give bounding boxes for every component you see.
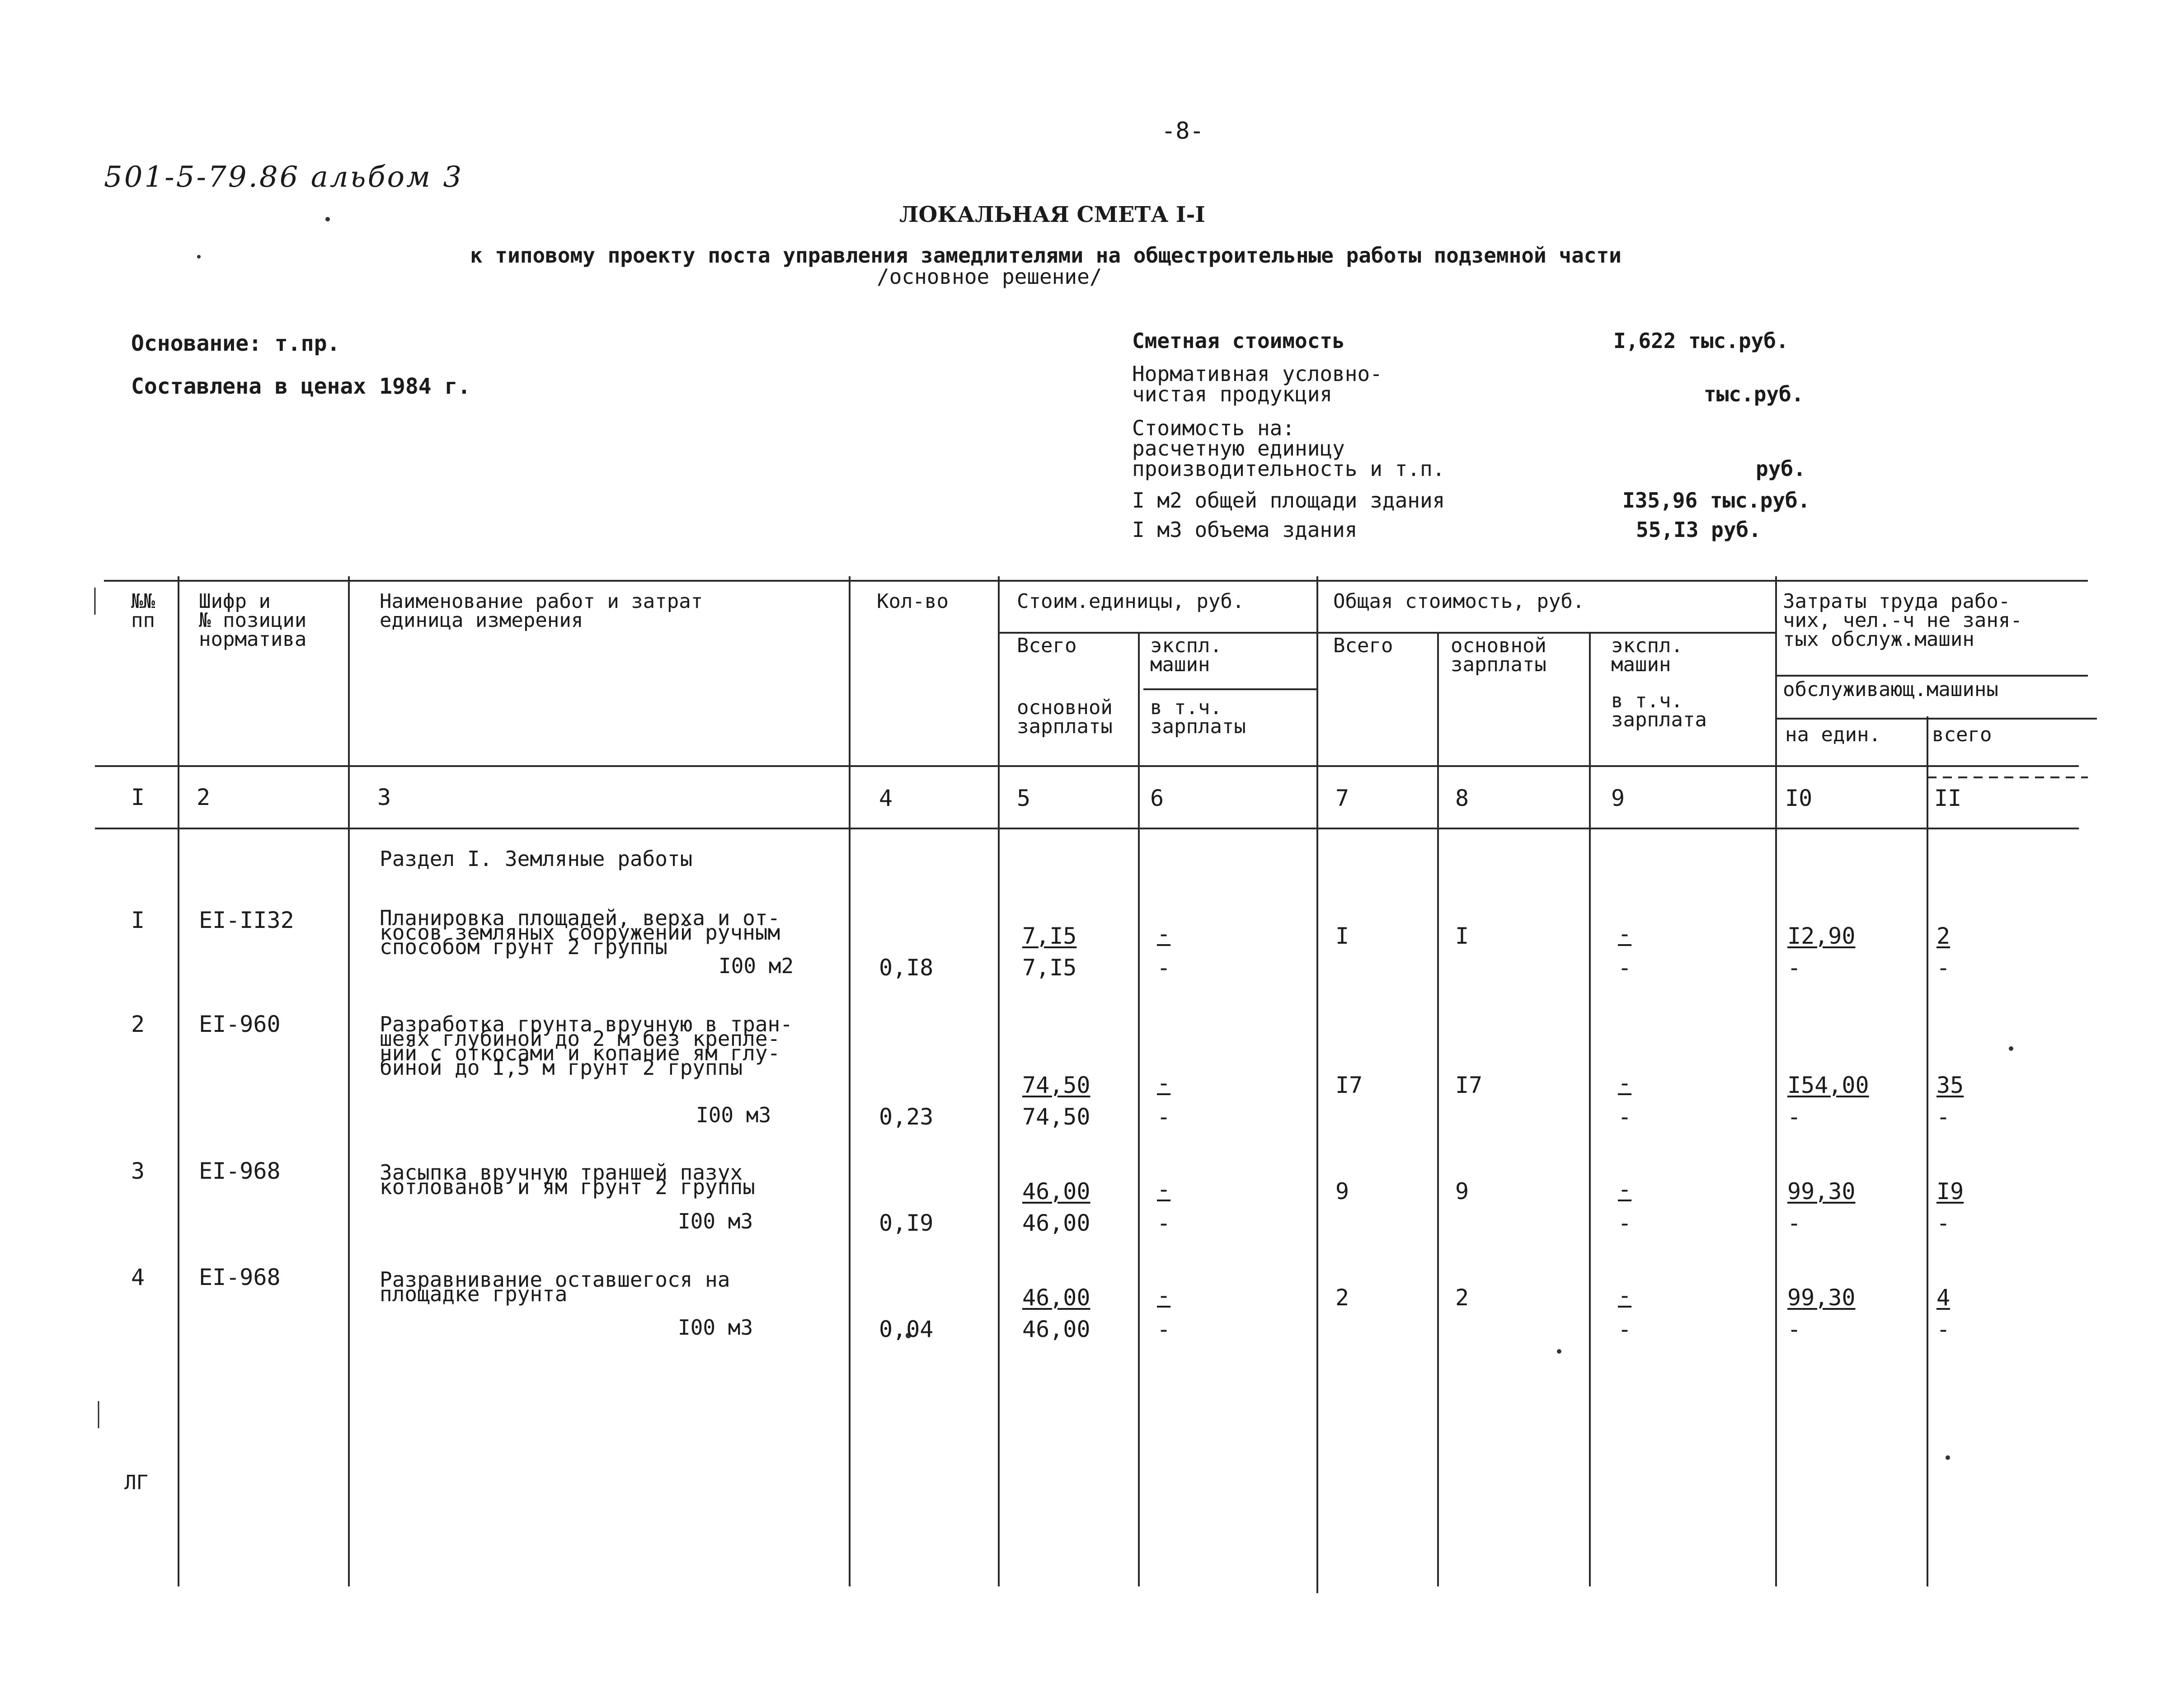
- row-labor-unit: I2,90: [1787, 923, 1856, 949]
- row-unit-cost-wage: 46,00: [1022, 1210, 1090, 1236]
- row-labor-total-serv: -: [1936, 1104, 1950, 1130]
- col-number: 5: [1017, 785, 1031, 811]
- header-unit-machines: экспл. машин: [1150, 634, 1222, 676]
- row-total-wage: 2: [1455, 1285, 1469, 1311]
- row-unit: I00 м3: [696, 1103, 771, 1127]
- row-labor-unit: I54,00: [1787, 1072, 1869, 1098]
- row-code: EI-960: [199, 1011, 281, 1037]
- row-total-wage: 9: [1455, 1178, 1469, 1205]
- row-unit-cost-total: 74,50: [1022, 1072, 1090, 1098]
- row-unit: I00 м3: [678, 1315, 753, 1340]
- row-quantity: 0,04: [879, 1316, 934, 1342]
- m2-value: I35,96 тыс.руб.: [1622, 488, 1810, 513]
- prices-year-text: Составлена в ценах 1984 г.: [131, 374, 471, 399]
- header-work-name: Наименование работ и затрат единица измерения: [380, 590, 703, 632]
- row-labor-total-serv: -: [1936, 955, 1950, 981]
- row-number: I: [131, 907, 145, 933]
- cost-label-1: Стоимость на:: [1132, 416, 1295, 440]
- row-labor-total: 2: [1936, 923, 1950, 949]
- row-unit-incl-wage: -: [1157, 1104, 1171, 1130]
- cost-value: руб.: [1756, 456, 1806, 481]
- header-quantity: Кол-во: [877, 590, 949, 613]
- row-labor-unit-serv: -: [1787, 1104, 1801, 1130]
- row-unit-cost-total: 46,00: [1022, 1285, 1090, 1311]
- col-number: 7: [1335, 785, 1349, 811]
- row-labor-unit-serv: -: [1787, 955, 1801, 981]
- col-number: 8: [1455, 785, 1469, 811]
- header-unit-wage: основной зарплаты: [1017, 696, 1113, 738]
- document-subtitle-2: /основное решение/: [877, 264, 1102, 289]
- estimate-value: I,622 тыс.руб.: [1613, 329, 1789, 353]
- row-unit-machines: -: [1157, 921, 1171, 947]
- row-work-name: Разработка грунта вручную в тран- шеях глубиной до 2 м без крепле- ний с откосами и копание ям глу- биной до I,5 м грунт 2 группы: [380, 1012, 793, 1080]
- row-code: EI-II32: [199, 907, 294, 933]
- row-unit: I00 м3: [678, 1209, 753, 1233]
- header-unit-total: Всего: [1017, 634, 1077, 657]
- col-number: II: [1934, 785, 1962, 811]
- row-unit-machines: -: [1157, 1176, 1171, 1202]
- cost-label-3: производительность и т.п.: [1132, 456, 1445, 481]
- col-number: 6: [1150, 785, 1164, 811]
- row-total: 2: [1335, 1285, 1349, 1311]
- row-number: 4: [131, 1264, 145, 1290]
- row-labor-unit-serv: -: [1787, 1316, 1801, 1342]
- cost-label-2: расчетную единицу: [1132, 436, 1345, 461]
- row-labor-total: I9: [1936, 1178, 1964, 1205]
- col-number: I: [131, 784, 145, 810]
- page-number: -8-: [1161, 118, 1204, 145]
- row-total-incl-wage: -: [1618, 1316, 1632, 1342]
- album-reference: 501-5-79.86 альбом 3: [104, 160, 464, 194]
- row-total-machines: -: [1618, 1176, 1632, 1202]
- section-title: Раздел I. Земляные работы: [380, 847, 693, 871]
- header-total-wage: основной зарплаты: [1451, 634, 1546, 676]
- row-total: 9: [1335, 1178, 1349, 1205]
- row-labor-unit-serv: -: [1787, 1210, 1801, 1236]
- col-number: 4: [879, 785, 893, 811]
- header-labor: Затраты труда рабо- чих, чел.-ч не заня- тых обслуж.машин: [1783, 590, 2022, 651]
- row-total-wage: I: [1455, 923, 1469, 949]
- row-quantity: 0,I8: [879, 955, 934, 981]
- col-number: I0: [1785, 785, 1813, 811]
- row-total-machines: -: [1618, 921, 1632, 947]
- row-unit-incl-wage: -: [1157, 1210, 1171, 1236]
- document-title: ЛОКАЛЬНАЯ СМЕТА I-I: [899, 202, 1205, 227]
- header-row-number: №№ пп: [131, 590, 155, 632]
- row-quantity: 0,I9: [879, 1210, 934, 1236]
- row-total-wage: I7: [1455, 1072, 1483, 1098]
- row-unit-cost-wage: 46,00: [1022, 1316, 1090, 1342]
- header-unit-cost: Стоим.единицы, руб.: [1017, 590, 1245, 613]
- row-code: EI-968: [199, 1264, 281, 1290]
- row-total-machines: -: [1618, 1070, 1632, 1096]
- row-labor-total: 35: [1936, 1072, 1964, 1098]
- header-total-incl-wage: в т.ч. зарплата: [1611, 689, 1707, 731]
- row-total: I: [1335, 923, 1349, 949]
- row-labor-unit: 99,30: [1787, 1285, 1856, 1311]
- row-unit-cost-wage: 74,50: [1022, 1104, 1090, 1130]
- row-number: 3: [131, 1158, 145, 1184]
- row-labor-total-serv: -: [1936, 1316, 1950, 1342]
- header-total-machines: экспл. машин: [1611, 634, 1683, 676]
- row-unit-cost-total: 46,00: [1022, 1178, 1090, 1205]
- row-unit-machines: -: [1157, 1070, 1171, 1096]
- row-number: 2: [131, 1011, 145, 1037]
- header-labor-serv: обслуживающ.машины: [1783, 678, 1998, 701]
- header-labor-total: всего: [1932, 723, 1992, 746]
- m3-value: 55,I3 руб.: [1636, 518, 1761, 542]
- m3-label: I м3 объема здания: [1132, 518, 1358, 542]
- row-work-name: Планировка площадей, верха и от- косов земляных сооружений ручным способом грунт 2 группы: [380, 906, 780, 959]
- row-unit-incl-wage: -: [1157, 955, 1171, 981]
- footer-mark: ЛГ: [124, 1471, 148, 1494]
- row-total: I7: [1335, 1072, 1363, 1098]
- header-code: Шифр и № позиции норматива: [199, 590, 307, 651]
- row-labor-total-serv: -: [1936, 1210, 1950, 1236]
- document-subtitle: к типовому проекту поста управления замедлителями на общестроительные работы подземной части: [470, 243, 1622, 268]
- col-number: 9: [1611, 785, 1625, 811]
- npc-value: тыс.руб.: [1704, 382, 1804, 406]
- row-total-machines: -: [1618, 1282, 1632, 1308]
- basis-text: Основание: т.пр.: [131, 331, 340, 356]
- row-work-name: Засыпка вручную траншей пазух котлованов и ям грунт 2 группы: [380, 1160, 755, 1199]
- row-unit-incl-wage: -: [1157, 1316, 1171, 1342]
- m2-label: I м2 общей площади здания: [1132, 488, 1445, 513]
- npc-label-2: чистая продукция: [1132, 382, 1333, 406]
- row-total-incl-wage: -: [1618, 1104, 1632, 1130]
- row-total-incl-wage: -: [1618, 1210, 1632, 1236]
- row-unit-cost-wage: 7,I5: [1022, 955, 1077, 981]
- row-unit: I00 м2: [719, 954, 794, 978]
- estimate-label: Сметная стоимость: [1132, 329, 1345, 353]
- row-code: EI-968: [199, 1158, 281, 1184]
- header-total-all: Всего: [1333, 634, 1393, 657]
- row-unit-machines: -: [1157, 1282, 1171, 1308]
- col-number: 3: [377, 784, 391, 810]
- row-unit-cost-total: 7,I5: [1022, 923, 1077, 949]
- npc-label-1: Нормативная условно-: [1132, 362, 1382, 386]
- row-labor-unit: 99,30: [1787, 1178, 1856, 1205]
- row-labor-total: 4: [1936, 1285, 1950, 1311]
- header-total-cost: Общая стоимость, руб.: [1333, 590, 1585, 613]
- header-labor-unit: на един.: [1785, 723, 1881, 746]
- row-total-incl-wage: -: [1618, 955, 1632, 981]
- col-number: 2: [197, 784, 211, 810]
- header-unit-incl-wage: в т.ч. зарплаты: [1150, 696, 1246, 738]
- row-quantity: 0,23: [879, 1104, 934, 1130]
- row-work-name: Разравнивание оставшегося на площадке грунта: [380, 1267, 730, 1306]
